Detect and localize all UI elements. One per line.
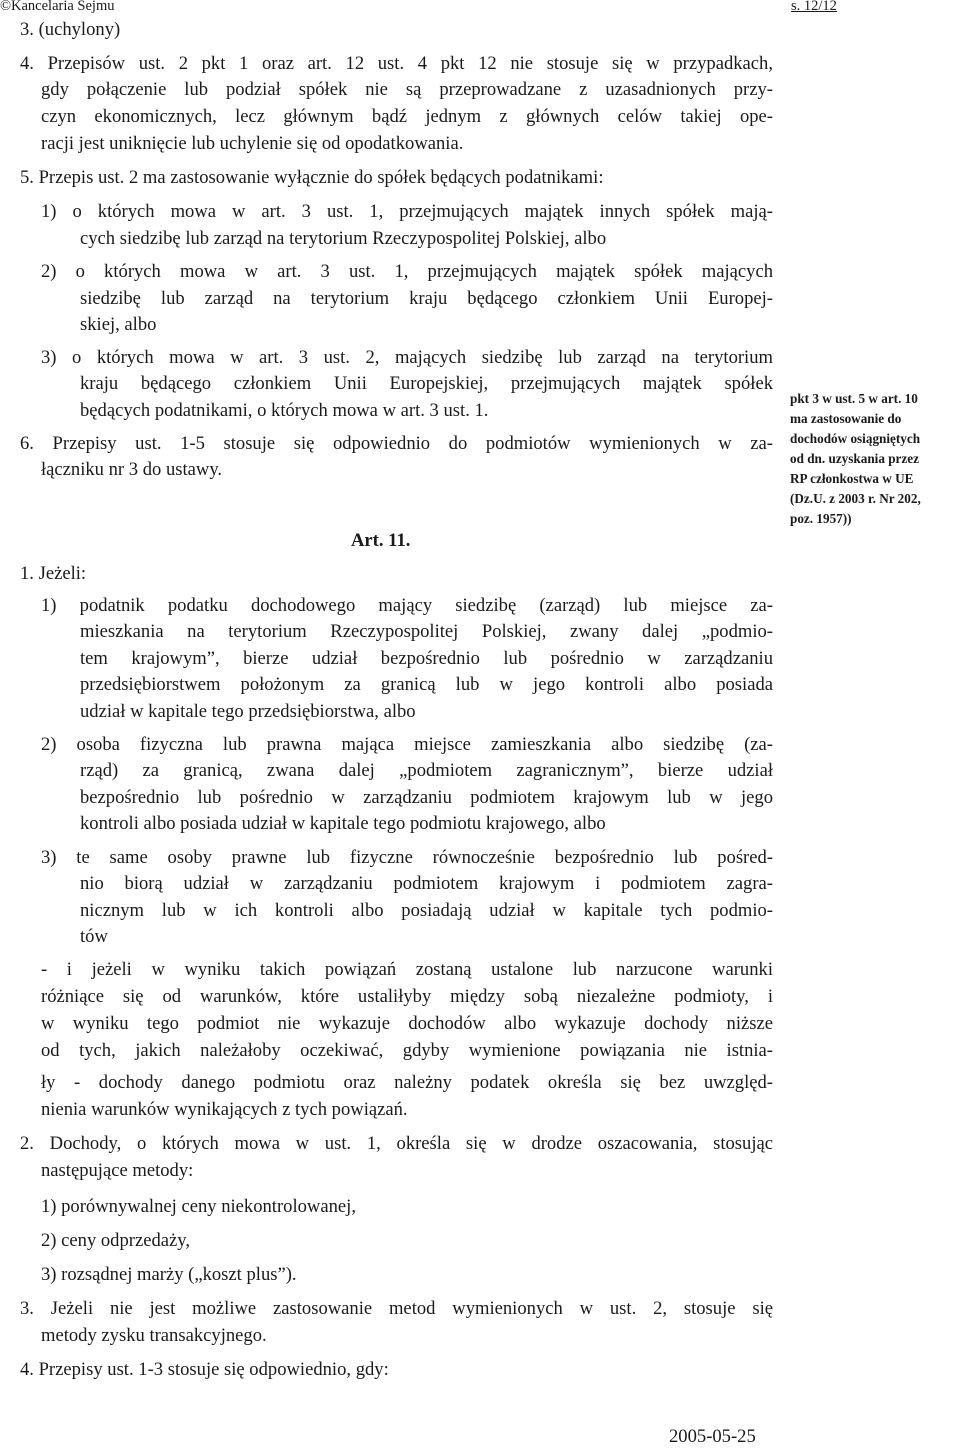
art11-item1-line-2: mieszkania na terytorium Rzeczypospolitej Polskiej, zwany dalej „podmio- [80,621,773,642]
side-note-line: RP członkostwa w UE [790,471,914,486]
para-5-2-line-2: siedzibę lub zarząd na terytorium kraju będącego członkiem Unii Europej- [80,288,773,309]
art11-para4: 4. Przepisy ust. 1-3 stosuje się odpowiednio, gdy: [20,1359,389,1380]
art11-item1-line-4: przedsiębiorstwem położonym za granicą lub w jego kontroli albo posiada [80,674,773,695]
para-5-1-line-1: 1) o których mowa w art. 3 ust. 1, przejmujących majątek innych spółek mają- [41,201,773,222]
side-note-line: pkt 3 w ust. 5 w art. 10 [790,391,918,406]
art11-item2-line-1: 2) osoba fizyczna lub prawna mająca miejsce zamieszkania albo siedzibę (za- [41,734,773,755]
para-5-3-line-1: 3) o których mowa w art. 3 ust. 2, mających siedzibę lub zarząd na terytorium [41,347,773,368]
art11-item1-line-3: tem krajowym”, bierze udział bezpośrednio lub pośrednio w zarządzaniu [80,648,773,669]
art11-intro: 1. Jeżeli: [20,563,87,584]
side-note-line: (Dz.U. z 2003 r. Nr 202, [790,491,921,506]
art11-tail-line-6: nienia warunków wynikających z tych powiązań. [41,1099,408,1120]
footer-date: 2005-05-25 [669,1426,756,1447]
art11-tail-line-5: ły - dochody danego podmiotu oraz należny podatek określa się bez uwzględ- [41,1072,773,1093]
art11-tail-line-1: - i jeżeli w wyniku takich powiązań zostaną ustalone lub narzucone warunki [41,959,773,980]
article-title: Art. 11. [351,530,411,551]
art11-para2-line-1: 2. Dochody, o których mowa w ust. 1, określa się w drodze oszacowania, stosując [20,1133,773,1154]
art11-item3-line-4: tów [80,926,108,947]
method-1: 1) porównywalnej ceny niekontrolowanej, [41,1196,356,1217]
art11-item1-line-1: 1) podatnik podatku dochodowego mający siedzibę (zarząd) lub miejsce za- [41,595,773,616]
para-6-line-1: 6. Przepisy ust. 1-5 stosuje się odpowiednio do podmiotów wymienionych w za- [20,433,773,454]
para-5-1-line-2: cych siedzibę lub zarząd na terytorium Rzeczypospolitej Polskiej, albo [80,228,607,249]
art11-item3-line-3: nicznym lub w ich kontroli albo posiadają udział w kapitale tych podmio- [80,900,773,921]
side-note-line: poz. 1957)) [790,511,852,526]
para-5: 5. Przepis ust. 2 ma zastosowanie wyłącznie do spółek będących podatnikami: [20,167,604,188]
para-4-line-4: racji jest uniknięcie lub uchylenie się od opodatkowania. [41,133,464,154]
method-3: 3) rozsądnej marży („koszt plus”). [41,1264,297,1285]
para-4-line-1: 4. Przepisów ust. 2 pkt 1 oraz art. 12 ust. 4 pkt 12 nie stosuje się w przypadkach, [20,53,773,74]
side-note-line: dochodów osiągniętych [790,431,921,446]
art11-para2-line-2: następujące metody: [41,1160,194,1181]
side-note-line: ma zastosowanie do [790,411,902,426]
header-left: ©Kancelaria Sejmu [0,0,115,14]
art11-item2-line-4: kontroli albo posiada udział w kapitale tego podmiotu krajowego, albo [80,813,606,834]
side-note-line: od dn. uzyskania przez [790,451,919,466]
para-5-2-line-3: skiej, albo [80,314,157,335]
art11-tail-line-4: od tych, jakich należałoby oczekiwać, gdyby wymienione powiązania nie istnia- [41,1040,773,1061]
page-number: s. 12/12 [791,0,837,14]
art11-para3-line-2: metody zysku transakcyjnego. [41,1325,267,1346]
para-6-line-2: łączniku nr 3 do ustawy. [41,459,223,480]
side-note [790,389,960,529]
para-5-3-line-2: kraju będącego członkiem Unii Europejskiej, przejmujących majątek spółek [80,373,773,394]
art11-para3-line-1: 3. Jeżeli nie jest możliwe zastosowanie metod wymienionych w ust. 2, stosuje się [20,1298,773,1319]
art11-tail-line-2: różniące się od warunków, które ustaliłyby między sobą niezależne podmioty, i [41,986,773,1007]
art11-item3-line-2: nio biorą udział w zarządzaniu podmiotem krajowym i podmiotem zagra- [80,873,773,894]
para-4-line-2: gdy połączenie lub podział spółek nie są przeprowadzane z uzasadnionych przy- [41,79,773,100]
art11-item2-line-2: rząd) za granicą, zwana dalej „podmiotem zagranicznym”, bierze udział [80,760,773,781]
art11-tail-line-3: w wyniku tego podmiot nie wykazuje dochodów albo wykazuje dochody niższe [41,1013,773,1034]
method-2: 2) ceny odprzedaży, [41,1230,191,1251]
para-5-2-line-1: 2) o których mowa w art. 3 ust. 1, przejmujących majątek spółek mających [41,261,773,282]
para-4-line-3: czyn ekonomicznych, lecz głównym bądź jednym z głównych celów takiej ope- [41,106,773,127]
para-3: 3. (uchylony) [20,19,121,40]
art11-item2-line-3: bezpośrednio lub pośrednio w zarządzaniu podmiotem krajowym lub w jego [80,787,773,808]
para-5-3-line-3: będących podatnikami, o których mowa w art. 3 ust. 1. [80,400,489,421]
art11-item3-line-1: 3) te same osoby prawne lub fizyczne równocześnie bezpośrednio lub pośred- [41,847,773,868]
art11-item1-line-5: udział w kapitale tego przedsiębiorstwa, albo [80,701,416,722]
